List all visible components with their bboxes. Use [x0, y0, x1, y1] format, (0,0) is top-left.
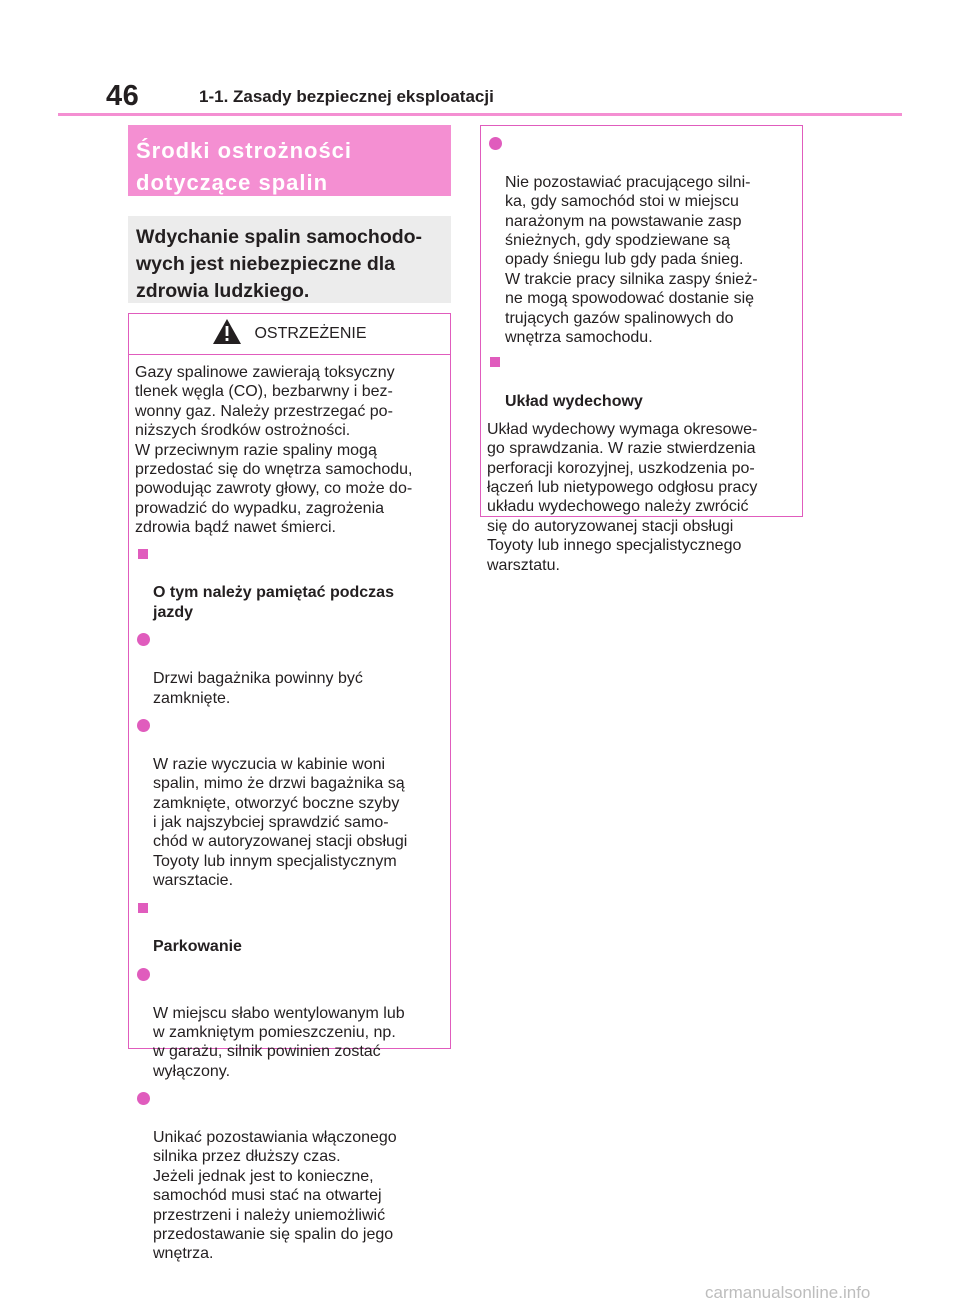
circle-bullet-icon: [137, 1092, 150, 1105]
watermark: carmanualsonline.info: [705, 1283, 871, 1302]
exhaust-heading-text: Układ wydechowy: [505, 393, 643, 411]
parking-heading-text: Parkowanie: [153, 938, 242, 956]
square-bullet-icon: [490, 357, 500, 367]
warning-header: [129, 314, 450, 355]
exhaust-text: Układ wydechowy wymaga okresowe- go sprawdzania. W razie stwierdzenia perforacji korozyjnej, uszkodzenia po- łączeń lub nietypowego odgłosu pracy układu wydechowego należy zwrócić się do autoryzowanej stacji obsługi Toyoty lub innego specjalistycznego warsztatu.: [487, 420, 758, 574]
list-item: [135, 716, 444, 891]
circle-bullet-icon: [137, 968, 150, 981]
header-rule: [58, 113, 902, 116]
circle-bullet-icon: [137, 633, 150, 646]
list-item: [135, 965, 444, 1081]
driving-heading-text: O tym należy pamiętać podczas jazdy: [153, 584, 394, 621]
section-title-box: [128, 125, 451, 196]
list-item: [135, 1089, 444, 1264]
circle-bullet-icon: [137, 719, 150, 732]
list-item: [487, 134, 796, 347]
list-item: [135, 630, 444, 708]
parking-bullet-2: Unikać pozostawiania włączonego silnika przez dłuższy czas. Jeżeli jednak jest to konieczne, samochód musi stać na otwartej przestrzeni i należy uniemożliwić przedostawanie się spalin do jego wnętrza.: [153, 1129, 397, 1263]
warning-triangle-icon: [212, 318, 242, 350]
warning-intro: Gazy spalinowe zawierają toksyczny tlenek węgla (CO), bezbarwny i bez- wonny gaz. Należy przestrzegać po- niższych środków ostrożności. W przeciwnym razie spaliny mogą przedostać się do wnętrza samochodu, powodując zawroty głowy, co może do- prowadzić do wypadku, zagrożenia zdrowia bądź nawet śmierci.: [135, 364, 413, 537]
exhaust-heading: [487, 353, 796, 411]
continued-bullet: Nie pozostawiać pracującego silni- ka, gdy samochód stoi w miejscu narażonym na powstawanie zasp śnieżnych, gdy spodziewane są opady śniegu lub gdy pada śnieg. W trakcie pracy silnika zaspy śnież- ne mogą spowodować dostanie się trujących gazów spalinowych do wnętrza samochodu.: [505, 173, 758, 347]
square-bullet-icon: [138, 549, 148, 559]
square-bullet-icon: [138, 903, 148, 913]
section-subtitle-box: [128, 216, 451, 303]
warning-box: [128, 313, 451, 1263]
warning-title: OSTRZEŻENIE: [254, 325, 367, 342]
circle-bullet-icon: [489, 137, 502, 150]
section-title: Środki ostrożności dotyczące spalin: [136, 138, 353, 195]
page-number: 46: [106, 80, 140, 112]
section-subtitle: Wdychanie spalin samochodo- wych jest niebezpieczne dla zdrowia ludzkiego.: [136, 226, 423, 302]
warning-body: [129, 355, 450, 1264]
driving-bullet-2: W razie wyczucia w kabinie woni spalin, mimo że drzwi bagażnika są zamknięte, otworzyć boczne szyby i jak najszybciej sprawdzić samo- chód w autoryzowanej stacji obsługi Toyoty lub innym specjalistycznym warsztacie.: [153, 755, 408, 890]
warning-continued-box: [480, 125, 803, 574]
running-header: 1-1. Zasady bezpiecznej eksploatacji: [199, 87, 494, 106]
driving-heading: [135, 545, 444, 623]
driving-bullet-1: Drzwi bagażnika powinny być zamknięte.: [153, 670, 363, 707]
parking-heading: [135, 899, 444, 957]
parking-bullet-1: W miejscu słabo wentylowanym lub w zamkniętym pomieszczeniu, np. w garażu, silnik powinien zostać wyłączony.: [153, 1004, 405, 1080]
